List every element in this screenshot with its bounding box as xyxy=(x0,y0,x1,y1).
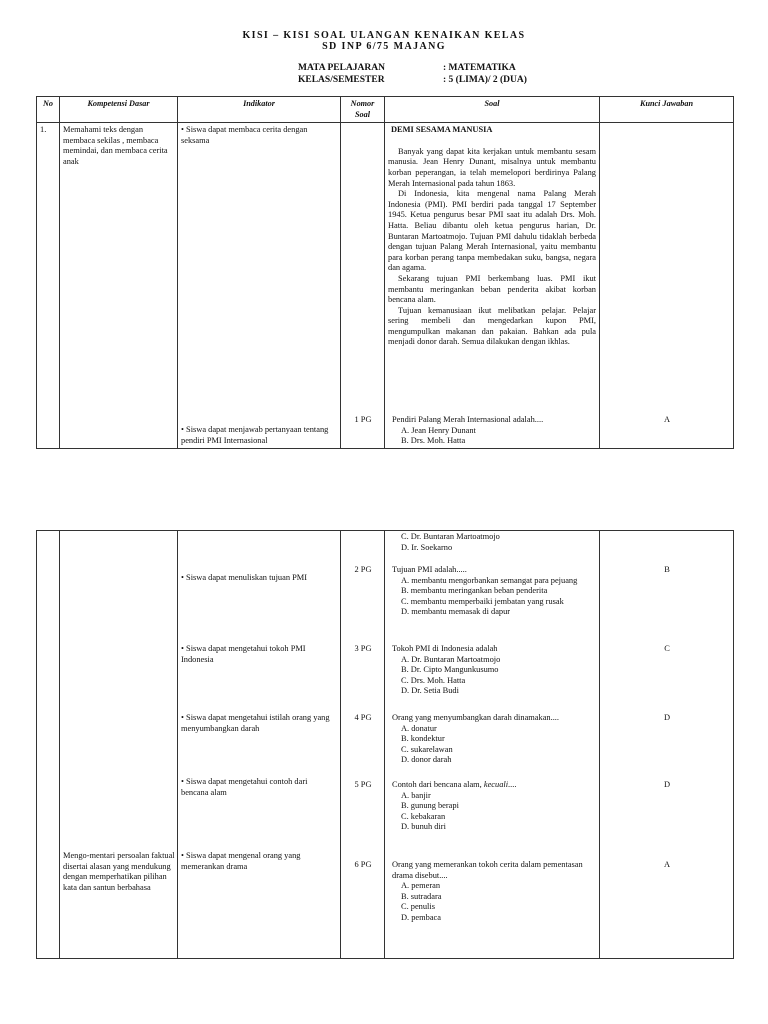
school-name: SD INP 6/75 MAJANG xyxy=(322,41,446,52)
question-text: Tujuan PMI adalah..... xyxy=(392,565,467,574)
question-text: Tokoh PMI di Indonesia adalah xyxy=(392,644,498,653)
answer-option: C. sukarelawan xyxy=(401,744,453,754)
column-header-soal: Soal xyxy=(385,97,600,123)
table-header-row xyxy=(37,97,734,123)
indikator-text: • Siswa dapat mengetahui istilah orang yang menyumbangkan darah xyxy=(181,713,336,734)
answer-option: C. Drs. Moh. Hatta xyxy=(401,675,466,685)
answer-option: D. bunuh diri xyxy=(401,822,446,832)
indikator-cell xyxy=(178,123,341,449)
soal-cell xyxy=(385,531,600,959)
answer-key: D xyxy=(663,713,671,722)
question-number: 4 PG xyxy=(354,713,372,722)
column-header-no: No xyxy=(37,97,60,123)
question-number: 1 PG xyxy=(354,415,372,425)
question-number: 5 PG xyxy=(354,780,372,789)
table-row xyxy=(37,123,734,449)
answer-key: A xyxy=(663,415,671,425)
answer-key: A xyxy=(663,860,671,869)
indikator-text: • Siswa dapat mengetahui contoh dari bencana alam xyxy=(181,777,336,798)
answer-option: A. donatur xyxy=(401,723,437,733)
class-value: : 5 (LIMA)/ 2 (DUA) xyxy=(443,75,527,85)
answer-option: B. sutradara xyxy=(401,891,442,901)
answer-option: D. Ir. Soekarno xyxy=(401,542,453,552)
question-block xyxy=(388,713,598,766)
answer-key: B xyxy=(664,565,670,574)
answer-option: B. gunung berapi xyxy=(401,801,459,811)
answer-option: C. penulis xyxy=(401,902,435,912)
story-title: DEMI SESAMA MANUSIA xyxy=(391,125,493,135)
nomor-cell xyxy=(341,531,385,959)
kunci-cell xyxy=(600,531,734,959)
story-paragraph: Banyak yang dapat kita kerjakan untuk membantu sesam manusia. Jean Henry Dunant, misalnya untuk membantu korban peperangan, ia telah memelopori berdirinya Palang Merah Internasional pada tahun 1863. xyxy=(388,146,596,188)
answer-option: A. Dr. Buntaran Martoatmojo xyxy=(401,654,501,664)
question-text: Pendiri Palang Merah Internasional adalah.... xyxy=(392,415,544,425)
indikator-text: • Siswa dapat menuliskan tujuan PMI xyxy=(181,573,336,584)
indikator-text: • Siswa dapat menjawab pertanyaan tentang pendiri PMI Internasional xyxy=(181,425,331,446)
story-paragraph: Tujuan kemanusiaan ikut melibatkan pelajar. Pelajar sering membeli dan mengedarkan kupon PMI, mengumpulkan makanan dan pakaian. Bahkan ada pula menjadi donor darah. Semua dilakukan dengan ikhlas. xyxy=(388,305,596,347)
column-header-indikator: Indikator xyxy=(178,97,341,123)
kompetensi-cell xyxy=(60,531,178,959)
indikator-text: • Siswa dapat membaca cerita dengan seksama xyxy=(181,125,337,146)
answer-key: D xyxy=(663,780,671,789)
row-number-empty xyxy=(37,531,60,959)
column-header-kunci: Kunci Jawaban xyxy=(600,97,734,123)
answer-option: B. Dr. Cipto Mangunkusumo xyxy=(401,665,499,675)
story-paragraph: Di Indonesia, kita mengenal nama Palang Merah Indonesia (PMI). PMI berdiri pada tanggal 17 September 1945. Ketua pengurus besar PMI saat itu adalah Drs. Moh. Hatta. Beliau dibantu oleh ketua pengurus harian, Dr. Buntaran Martoatmojo. Tujuan PMI dahulu tidaklah berbeda dengan tujuan Palang Merah Internasional, yaitu membantu para korban perang tanpa membedakan suku, bangsa, negara dan agama. xyxy=(388,189,596,273)
answer-option: A. membantu mengorbankan semangat para pejuang xyxy=(401,575,578,585)
answer-option: C. Dr. Buntaran Martoatmojo xyxy=(401,532,500,541)
kompetensi-cell: Memahami teks dengan membaca sekilas , membaca memindai, dan membaca cerita anak xyxy=(60,123,178,449)
question-number: 3 PG xyxy=(354,644,372,653)
kunci-cell xyxy=(600,123,734,449)
table-row xyxy=(37,531,734,959)
answer-option: D. Dr. Setia Budi xyxy=(401,686,459,696)
answer-option: D. membantu memasak di dapur xyxy=(401,607,511,617)
question-block xyxy=(388,644,598,697)
answer-option: B. kondektur xyxy=(401,734,445,744)
subject-value: : MATEMATIKA xyxy=(443,63,516,73)
answer-option: A. banjir xyxy=(401,790,431,800)
indikator-text: • Siswa dapat mengenal orang yang memerankan drama xyxy=(181,851,336,872)
italic-keyword: kecuali xyxy=(483,780,509,789)
grid-table-page1 xyxy=(36,96,734,449)
question-text: Orang yang memerankan tokoh cerita dalam pementasan drama disebut.... xyxy=(392,860,583,880)
question-block xyxy=(388,780,598,833)
answer-option: A. Jean Henry Dunant xyxy=(401,425,476,435)
column-header-kompetensi: Kompetensi Dasar xyxy=(60,97,178,123)
question-block xyxy=(388,860,598,924)
answer-option: B. membantu meringankan beban penderita xyxy=(401,586,548,596)
story-paragraph: Sekarang tujuan PMI berkembang luas. PMI ikut membantu meringankan beban penderita akibat korban bencana alam. xyxy=(388,273,596,305)
question-block xyxy=(388,415,598,447)
question-block xyxy=(388,565,598,618)
subject-label: MATA PELAJARAN xyxy=(298,63,385,73)
document-title: KISI – KISI SOAL ULANGAN KENAIKAN KELAS xyxy=(242,30,526,41)
indikator-cell xyxy=(178,531,341,959)
indikator-text: • Siswa dapat mengetahui tokoh PMI Indonesia xyxy=(181,644,336,665)
answer-option: A. pemeran xyxy=(401,881,441,891)
column-header-nomor: Nomor Soal xyxy=(341,97,385,123)
answer-option: D. pembaca xyxy=(401,912,441,922)
nomor-cell xyxy=(341,123,385,449)
answer-option: C. membantu memperbaiki jembatan yang rusak xyxy=(401,596,564,606)
question-number: 2 PG xyxy=(354,565,372,574)
answer-option: B. Drs. Moh. Hatta xyxy=(401,436,466,446)
soal-cell xyxy=(385,123,600,449)
question-continuation xyxy=(388,532,598,553)
answer-option: D. donor darah xyxy=(401,755,452,765)
question-text: Orang yang menyumbangkan darah dinamakan.... xyxy=(392,713,559,722)
class-label: KELAS/SEMESTER xyxy=(298,75,385,85)
kompetensi-text: Mengo-mentari persoalan faktual disertai alasan yang mendukung dengan memperhatikan pilihan kata dan santun berbahasa xyxy=(63,851,175,892)
row-number: 1. xyxy=(37,123,60,449)
answer-key: C xyxy=(664,644,670,653)
question-number: 6 PG xyxy=(354,860,372,869)
question-text: Contoh dari bencana alam, kecuali.... xyxy=(392,780,517,789)
answer-option: C. kebakaran xyxy=(401,811,446,821)
grid-table-page2 xyxy=(36,530,734,959)
